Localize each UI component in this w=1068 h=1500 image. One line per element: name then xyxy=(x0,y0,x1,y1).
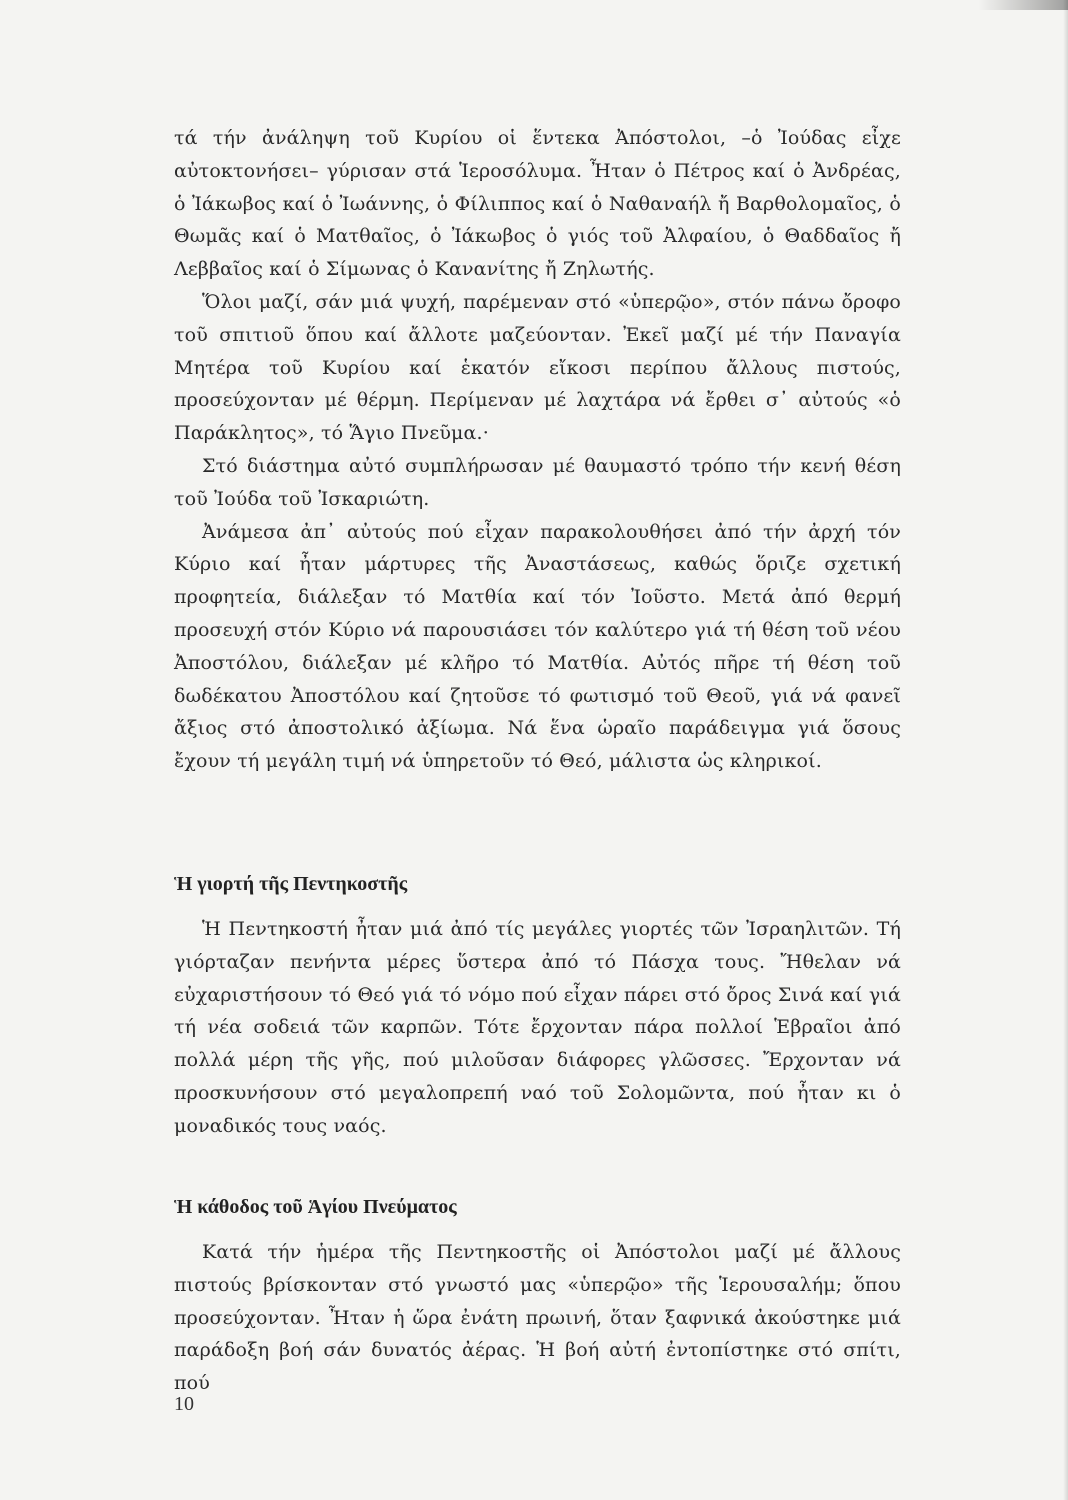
paragraph-vacant-place: Στό διάστημα αὐτό συμπλήρωσαν μέ θαυμαστό τρόπο τήν κενή θέση τοῦ Ἰούδα τοῦ Ἰσκαριώτη. xyxy=(174,454,901,510)
paragraph-pentecost-feast: Ἡ Πεντηκοστή ἦταν μιά ἀπό τίς μεγάλες γιορτές τῶν Ἰσραηλιτῶν. Τή γιόρταζαν πενήντα μέρες ὕστερα ἀπό τό Πάσχα τους. Ἤθελαν νά εὐχαριστήσουν τό Θεό γιά τό νόμο πού εἶχαν πάρει στό ὄρος Σινά καί γιά τή νέα σοδειά τῶν καρπῶν. Τότε ἔρχονταν πάρα πολλοί Ἑβραῖοι ἀπό πολλά μέρη τῆς γῆς, πού μιλοῦσαν διάφορες γλῶσσες. Ἔρχονταν νά προσκυνήσουν στό μεγαλοπρεπή ναό τοῦ Σολομῶντα, πού ἦταν κι ὁ μοναδικός τους ναός. xyxy=(174,918,901,1137)
section-pentecost-feast xyxy=(174,913,901,1143)
heading-pentecost-feast: Ἡ γιορτή τῆς Πεντηκοστῆς xyxy=(174,873,408,895)
page-number: 10 xyxy=(174,1393,194,1415)
scan-shadow-edge xyxy=(1063,0,1068,1500)
paragraph-matthias-chosen: Ἀνάμεσα ἀπ᾿ αὐτούς πού εἶχαν παρακολουθήσει ἀπό τήν ἀρχή τόν Κύριο καί ἦταν μάρτυρες τῆς Ἀναστάσεως, καθώς ὅριζε σχετική προφητεία, διάλεξαν τό Ματθία καί τόν Ἰοῦστο. Μετά ἀπό θερμή προσευχή στόν Κύριο νά παρουσιάσει τόν καλύτερο γιά τή θέση τοῦ νέου Ἀποστόλου, διάλεξαν μέ κλῆρο τό Ματθία. Αὐτός πῆρε τή θέση τοῦ δωδέκατου Ἀποστόλου καί ζητοῦσε τό φωτισμό τοῦ Θεοῦ, γιά νά φανεῖ ἄξιος στό ἀποστολικό ἀξίωμα. Νά ἕνα ὡραῖο παράδειγμα γιά ὅσους ἔχουν τή μεγάλη τιμή νά ὑπηρετοῦν τό Θεό, μάλιστα ὡς κληρικοί. xyxy=(174,520,901,773)
paragraph-upper-room: Ὅλοι μαζί, σάν μιά ψυχή, παρέμεναν στό «ὑπερῷο», στόν πάνω ὄροφο τοῦ σπιτιοῦ ὅπου καί ἄλλοτε μαζεύονταν. Ἐκεῖ μαζί μέ τήν Παναγία Μητέρα τοῦ Κυρίου καί ἑκατόν εἴκοσι περίπου ἄλλους πιστούς, προσεύχονταν μέ θέρμη. Περίμεναν μέ λαχτάρα νά ἔρθει σ᾿ αὐτούς «ὁ Παράκλητος», τό Ἅγιο Πνεῦμα.· xyxy=(174,290,901,445)
heading-holy-spirit-descent: Ἡ κάθοδος τοῦ Ἁγίου Πνεύματος xyxy=(174,1196,457,1218)
paragraph-apostles-return: τά τήν ἀνάληψη τοῦ Κυρίου οἱ ἕντεκα Ἀπόστολοι, –ὁ Ἰούδας εἶχε αὐτοκτονήσει– γύρισαν στά Ἱεροσόλυμα. Ἦταν ὁ Πέτρος καί ὁ Ἀνδρέας, ὁ Ἰάκωβος καί ὁ Ἰωάννης, ὁ Φίλιππος καί ὁ Ναθαναήλ ἤ Βαρθολομαῖος, ὁ Θωμᾶς καί ὁ Ματθαῖος, ὁ Ἰάκωβος ὁ γιός τοῦ Ἀλφαίου, ὁ Θαδδαῖος ἤ Λεββαῖος καί ὁ Σίμωνας ὁ Κανανίτης ἤ Ζηλωτής. xyxy=(174,127,901,281)
scan-shadow-top xyxy=(978,0,1068,10)
section-holy-spirit-descent xyxy=(174,1236,901,1400)
paragraph-holy-spirit-descent: Κατά τήν ἡμέρα τῆς Πεντηκοστῆς οἱ Ἀπόστολοι μαζί μέ ἄλλους πιστούς βρίσκονταν στό γνωστό μας «ὑπερῷο» τῆς Ἱερουσαλήμ; ὅπου προσεύχονταν. Ἦταν ἡ ὥρα ἐνάτη πρωινή, ὅταν ξαφνικά ἀκούστηκε μιά παράδοξη βοή σάν δυνατός ἀέρας. Ἡ βοή αὐτή ἐντοπίστηκε στό σπίτι, πού xyxy=(174,1241,901,1395)
section-apostles xyxy=(174,122,901,778)
